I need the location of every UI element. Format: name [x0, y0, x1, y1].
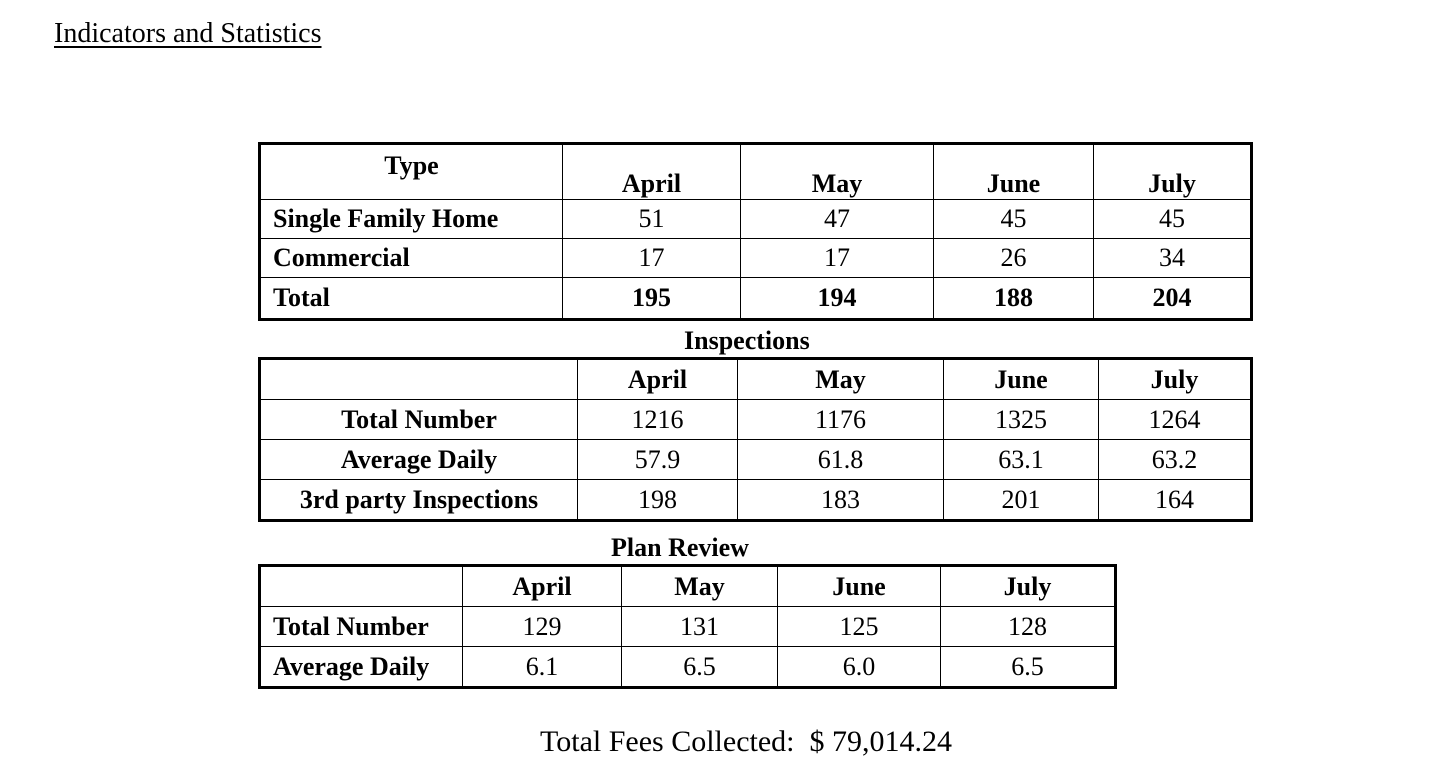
table-cell: 201 [944, 480, 1099, 521]
table-cell: 1325 [944, 400, 1099, 440]
row-label: Average Daily [260, 647, 463, 688]
table-row [260, 607, 1116, 647]
table-row [260, 647, 1116, 688]
column-header: April [563, 144, 741, 200]
table-row [260, 200, 1252, 239]
column-header: April [578, 359, 738, 400]
table-cell: 131 [622, 607, 778, 647]
table-cell: 198 [578, 480, 738, 521]
column-header: Type [260, 144, 563, 200]
row-label: 3rd party Inspections [260, 480, 578, 521]
column-header: June [778, 566, 941, 607]
table-cell: 6.5 [941, 647, 1116, 688]
inspections-table [258, 357, 1253, 522]
permits-table [258, 142, 1253, 321]
table-cell: 204 [1094, 278, 1252, 320]
row-label: Commercial [260, 239, 563, 278]
column-header: May [741, 144, 934, 200]
column-header: July [1094, 144, 1252, 200]
table-cell: 195 [563, 278, 741, 320]
row-label: Average Daily [260, 440, 578, 480]
total-fees-line [540, 725, 952, 759]
table-cell: 125 [778, 607, 941, 647]
table-header-row [260, 144, 1252, 200]
table-cell: 26 [934, 239, 1094, 278]
table-row [260, 440, 1252, 480]
table-row [260, 480, 1252, 521]
table-cell: 6.5 [622, 647, 778, 688]
table-cell: 188 [934, 278, 1094, 320]
table-row-total [260, 278, 1252, 320]
table-cell: 164 [1099, 480, 1252, 521]
table-cell: 183 [738, 480, 944, 521]
table-cell: 128 [941, 607, 1116, 647]
row-label: Total Number [260, 607, 463, 647]
column-header: May [622, 566, 778, 607]
table-cell: 34 [1094, 239, 1252, 278]
row-label: Total [260, 278, 563, 320]
table-header-row [260, 359, 1252, 400]
total-fees-amount: $ 79,014.24 [809, 725, 953, 758]
table-cell: 6.0 [778, 647, 941, 688]
table-cell: 1264 [1099, 400, 1252, 440]
column-header: June [944, 359, 1099, 400]
table-cell: 17 [563, 239, 741, 278]
table-cell: 61.8 [738, 440, 944, 480]
table-row [260, 239, 1252, 278]
row-label: Total Number [260, 400, 578, 440]
total-fees-label: Total Fees Collected: [540, 725, 795, 758]
table-cell: 6.1 [463, 647, 622, 688]
column-header: July [1099, 359, 1252, 400]
table-cell: 45 [934, 200, 1094, 239]
column-header: April [463, 566, 622, 607]
table-cell: 129 [463, 607, 622, 647]
column-header [260, 566, 463, 607]
table-row [260, 400, 1252, 440]
table-header-row [260, 566, 1116, 607]
inspections-title: Inspections [684, 326, 810, 355]
table-cell: 45 [1094, 200, 1252, 239]
table-cell: 194 [741, 278, 934, 320]
table-cell: 1176 [738, 400, 944, 440]
page-title: Indicators and Statistics [54, 18, 322, 49]
column-header: July [941, 566, 1116, 607]
table-cell: 57.9 [578, 440, 738, 480]
table-cell: 63.2 [1099, 440, 1252, 480]
column-header: June [934, 144, 1094, 200]
table-cell: 47 [741, 200, 934, 239]
table-cell: 17 [741, 239, 934, 278]
table-cell: 51 [563, 200, 741, 239]
table-cell: 63.1 [944, 440, 1099, 480]
plan-review-table [258, 564, 1117, 689]
plan-review-title: Plan Review [611, 533, 749, 562]
row-label: Single Family Home [260, 200, 563, 239]
column-header: May [738, 359, 944, 400]
column-header [260, 359, 578, 400]
table-cell: 1216 [578, 400, 738, 440]
